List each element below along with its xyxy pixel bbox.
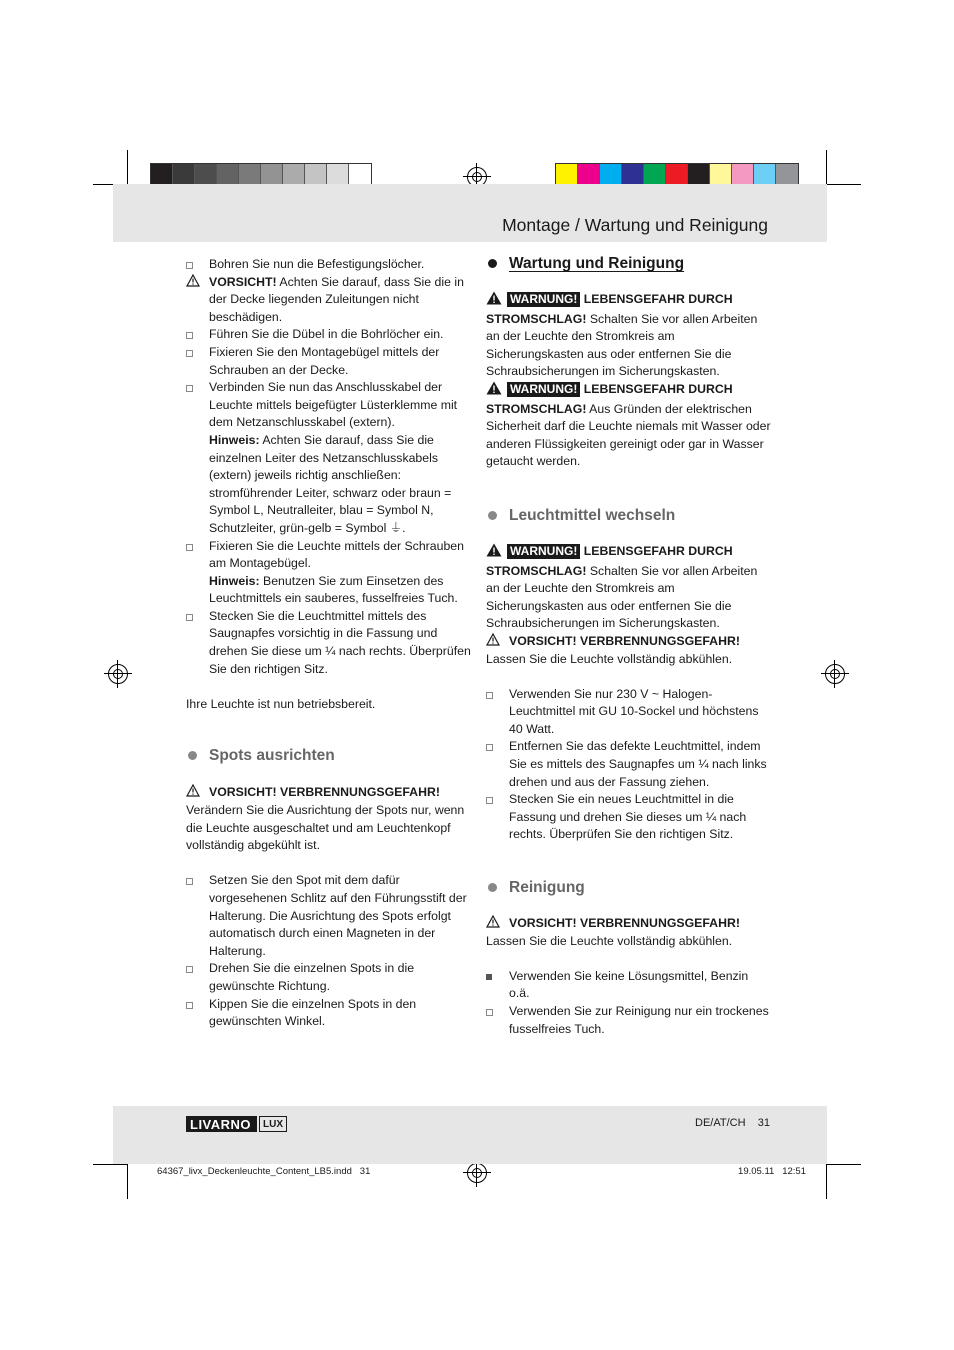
list-item [186,608,471,678]
spots-steps-list [186,872,471,1030]
checkbox-bullet-icon [486,738,498,758]
section-heading-spots: Spots ausrichten [186,746,471,766]
list-item [486,791,771,844]
checkbox-bullet-icon [186,344,198,364]
list-item [186,432,471,538]
list-item [186,379,471,432]
checkbox-bullet-icon [486,686,498,706]
section-heading-cleaning: Reinigung [486,878,771,898]
electric-warning-1: WARNUNG! LEBENSGEFAHR DURCH STROMSCHLAG! Schalten Sie vor allen Arbeiten an der Leuchte den Stromkreis am Sicherungskasten aus oder entfernen Sie die Schraubsicherungen im Sicherungskasten. [486,292,758,379]
list-item-text: Benutzen Sie zum Einsetzen des Leuchtmittels ein sauberes, fusselfreies Tuch. [209,573,458,606]
electric-warning-2: WARNUNG! LEBENSGEFAHR DURCH STROMSCHLAG! Aus Gründen der elektrischen Sicherheit darf die Leuchte niemals mit Wasser oder anderen Flüssigkeiten gereinigt oder gar in Wasser getaucht werden. [486,381,771,469]
checkbox-bullet-icon [486,791,498,811]
logo-main: LIVARNO [186,1116,257,1132]
registration-mark-icon [108,664,128,684]
list-item [486,968,771,1003]
list-item-text: Verwenden Sie zur Reinigung nur ein trockenes fusselfreies Tuch. [509,1004,769,1036]
left-column [186,256,471,1031]
bullet-dot-icon [188,751,197,760]
print-slug-date: 19.05.11 12:51 [738,1166,806,1177]
list-item [186,326,471,344]
assembly-steps-list [186,256,471,678]
list-item-text: Drehen Sie die einzelnen Spots in die gewünschte Richtung. [209,961,415,993]
logo-sub: LUX [259,1116,287,1132]
crop-mark [826,1164,861,1165]
checkbox-bullet-icon [186,538,198,558]
livarno-lux-logo [186,1116,287,1132]
warning-triangle-icon [486,291,502,311]
ready-text: Ihre Leuchte ist nun betriebsbereit. [186,696,376,711]
list-item-text: Entfernen Sie das defekte Leuchtmittel, indem Sie es mittels des Saugnapfes um ¼ nach links drehen und aus der Fassung ziehen. [509,739,767,789]
bulb-steps-list [486,686,771,844]
list-item-text: Verwenden Sie keine Lösungsmittel, Benzin o.ä. [509,968,749,1001]
spots-warning: VORSICHT! VERBRENNUNGSGEFAHR! [186,784,471,802]
bullet-dot-icon [488,259,497,268]
list-item-text: Stecken Sie die Leuchtmittel mittels des Saugnapfes vorsichtig in die Fassung und drehen Sie diese um ¼ nach rechts. Überprüfen Sie den richtigen Sitz. [209,608,471,676]
list-item-text: Führen Sie die Dübel in die Bohrlöcher ein. [209,327,444,342]
list-item-text: Achten Sie darauf, dass Sie die in der Decke liegenden Zuleitungen nicht beschädigen. [209,274,464,324]
list-item-text: Fixieren Sie den Montagebügel mittels der Schrauben an der Decke. [209,344,440,377]
registration-mark-icon [467,1163,487,1183]
checkbox-bullet-icon [186,996,198,1016]
warning-triangle-icon [486,543,502,563]
list-item-text: Setzen Sie den Spot mit dem dafür vorgesehenen Schlitz auf den Führungsstift der Halterung. Die Ausrichtung des Spots erfolgt automatisch durch einen Magneten in der Halterung. [209,873,467,958]
warning-triangle-icon [186,274,198,294]
list-item-text: Achten Sie darauf, dass Sie die einzelnen Leiter des Netzanschlusskabels (extern) jeweils richtig anschließen: stromführender Leiter, schwarz oder braun = Symbol L, Neutralleiter, blau = Symbol N, Schutzleiter, grün-gelb = Symbol ⏚. [209,432,452,535]
print-slug-file: 64367_livx_Deckenleuchte_Content_LB5.indd 31 [157,1166,371,1177]
list-item-text: Stecken Sie ein neues Leuchtmittel in die Fassung und drehen Sie dieses um ¼ nach rechts. Überprüfen Sie den richtigen Sitz. [509,792,747,842]
electric-warning-3: WARNUNG! LEBENSGEFAHR DURCH STROMSCHLAG! Schalten Sie vor allen Arbeiten an der Leuchte den Stromkreis am Sicherungskasten aus oder entfernen Sie die Schraubsicherungen im Sicherungskasten. [486,543,758,631]
warning-triangle-icon [186,784,198,804]
list-item [186,960,471,995]
crop-mark [127,150,128,185]
page-number: DE/AT/CH 31 [695,1117,770,1129]
list-item [186,256,471,274]
cool-text-2: Lassen Sie die Leuchte vollständig abkühlen. [486,933,733,948]
crop-mark [127,1164,128,1199]
list-item-text: Verwenden Sie nur 230 V ~ Halogen-Leuchtmittel mit GU 10-Sockel und höchstens 40 Watt. [509,686,759,736]
footer-band [113,1106,827,1164]
warning-triangle-icon [486,915,498,935]
list-item [186,996,471,1031]
list-item [486,1003,771,1038]
list-item-bold: Hinweis: [209,432,260,447]
spots-text: Verändern Sie die Ausrichtung der Spots nur, wenn die Leuchte ausgeschaltet und am Leuchtenkopf vollständig abgekühlt ist. [186,803,465,853]
list-item-text: Bohren Sie nun die Befestigungslöcher. [209,257,425,271]
checkbox-bullet-icon [186,379,198,399]
list-item [186,538,471,573]
list-item [186,573,471,608]
burn-warning: VORSICHT! VERBRENNUNGSGEFAHR! [486,633,771,651]
checkbox-bullet-icon [186,608,198,628]
checkbox-bullet-icon [186,960,198,980]
bullet-dot-icon [488,511,497,520]
warning-triangle-icon [486,633,498,653]
page-title: Montage / Wartung und Reinigung [502,215,768,235]
square-bullet-icon [486,968,498,987]
list-item-bold: Hinweis: [209,573,260,588]
list-item [486,738,771,791]
list-item-text: Kippen Sie die einzelnen Spots in den gewünschten Winkel. [209,996,417,1029]
crop-mark [826,150,827,185]
list-item-text: Fixieren Sie die Leuchte mittels der Schrauben am Montagebügel. [209,538,464,571]
list-item-text: Verbinden Sie nun das Anschlusskabel der Leuchte mittels beigefügter Lüsterklemme mit dem Netzanschlusskabel (extern). [209,380,458,430]
list-item [186,274,471,327]
list-item [186,344,471,379]
checkbox-bullet-icon [186,872,198,892]
crop-mark [93,1164,128,1165]
cool-text: Lassen Sie die Leuchte vollständig abkühlen. [486,651,733,666]
cleaning-steps-list [486,968,771,1038]
checkbox-bullet-icon [486,1003,498,1023]
list-item [186,872,471,960]
list-item [486,686,771,739]
section-heading-maintenance: Wartung und Reinigung [486,254,771,274]
registration-mark-icon [825,664,845,684]
bullet-dot-icon [488,883,497,892]
burn-warning-2: VORSICHT! VERBRENNUNGSGEFAHR! [486,915,771,933]
right-column [486,254,771,1038]
crop-mark [826,1164,827,1199]
warning-triangle-icon [486,381,502,401]
list-item-bold: VORSICHT! [209,274,277,289]
section-heading-bulb: Leuchtmittel wechseln [486,506,771,526]
crop-mark [826,184,861,185]
